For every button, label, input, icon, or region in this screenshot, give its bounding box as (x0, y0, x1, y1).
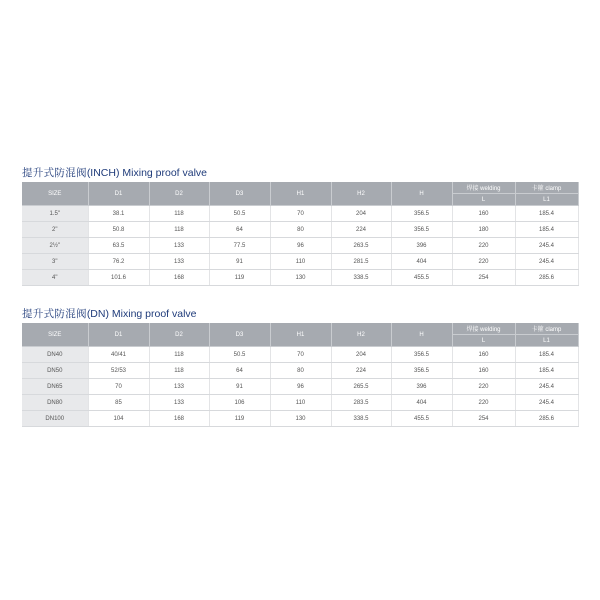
table-body-dn (22, 347, 578, 427)
cell-d1: 76.2 (88, 254, 149, 270)
inch-spec-section (22, 166, 578, 286)
cell-h1: 70 (270, 347, 331, 363)
cell-d3: 50.5 (209, 206, 270, 222)
cell-d1: 50.8 (88, 222, 149, 238)
cell-h2: 283.5 (331, 395, 391, 411)
cell-h2: 224 (331, 222, 391, 238)
cell-h1: 130 (270, 270, 331, 286)
table-row (22, 411, 578, 427)
column-group-welding: 焊接 welding (452, 323, 515, 335)
cell-d3: 91 (209, 379, 270, 395)
cell-l: 254 (452, 270, 515, 286)
column-header-size: SIZE (22, 323, 88, 347)
cell-l: 220 (452, 254, 515, 270)
cell-size: DN65 (22, 379, 88, 395)
cell-h1: 80 (270, 222, 331, 238)
cell-l1: 245.4 (515, 395, 578, 411)
cell-h1: 110 (270, 395, 331, 411)
cell-d3: 91 (209, 254, 270, 270)
title-english: Mixing proof valve (119, 167, 208, 179)
cell-l: 220 (452, 395, 515, 411)
cell-h: 356.5 (391, 347, 452, 363)
cell-l: 160 (452, 347, 515, 363)
cell-size: DN80 (22, 395, 88, 411)
column-header-d3: D3 (209, 182, 270, 206)
cell-size: 1.5" (22, 206, 88, 222)
table-row (22, 222, 578, 238)
column-group-clamp: 卡箍 clamp (515, 182, 578, 194)
cell-h1: 96 (270, 238, 331, 254)
table-row (22, 379, 578, 395)
cell-d2: 118 (149, 347, 209, 363)
cell-d2: 168 (149, 411, 209, 427)
cell-h1: 70 (270, 206, 331, 222)
column-header-size: SIZE (22, 182, 88, 206)
cell-d1: 52/53 (88, 363, 149, 379)
title-chinese: 提升式防混阀 (22, 167, 87, 179)
column-header-h1: H1 (270, 182, 331, 206)
cell-d1: 85 (88, 395, 149, 411)
column-header-l: L (452, 194, 515, 206)
cell-h: 404 (391, 395, 452, 411)
cell-h2: 338.5 (331, 270, 391, 286)
column-group-welding: 焊接 welding (452, 182, 515, 194)
cell-l1: 245.4 (515, 254, 578, 270)
cell-size: 2" (22, 222, 88, 238)
cell-d3: 119 (209, 270, 270, 286)
cell-d1: 70 (88, 379, 149, 395)
cell-h: 396 (391, 238, 452, 254)
cell-l: 180 (452, 222, 515, 238)
section-title (22, 166, 578, 182)
cell-d2: 168 (149, 270, 209, 286)
cell-l1: 245.4 (515, 379, 578, 395)
table-row (22, 270, 578, 286)
column-header-d3: D3 (209, 323, 270, 347)
cell-h: 455.5 (391, 270, 452, 286)
cell-d1: 101.6 (88, 270, 149, 286)
column-header-h1: H1 (270, 323, 331, 347)
cell-d2: 118 (149, 222, 209, 238)
column-header-h: H (391, 323, 452, 347)
cell-h: 396 (391, 379, 452, 395)
cell-h2: 204 (331, 347, 391, 363)
table-row (22, 395, 578, 411)
cell-l: 160 (452, 206, 515, 222)
cell-d3: 77.5 (209, 238, 270, 254)
column-header-h2: H2 (331, 323, 391, 347)
cell-h: 356.5 (391, 206, 452, 222)
cell-d1: 40/41 (88, 347, 149, 363)
column-header-l1: L1 (515, 335, 578, 347)
cell-h1: 110 (270, 254, 331, 270)
cell-l1: 185.4 (515, 222, 578, 238)
cell-d3: 64 (209, 363, 270, 379)
title-unit: (INCH) (86, 167, 120, 179)
cell-l1: 245.4 (515, 238, 578, 254)
cell-l1: 185.4 (515, 206, 578, 222)
cell-h: 404 (391, 254, 452, 270)
cell-h: 455.5 (391, 411, 452, 427)
cell-d2: 133 (149, 238, 209, 254)
cell-d2: 118 (149, 363, 209, 379)
cell-size: 4" (22, 270, 88, 286)
cell-d2: 133 (149, 379, 209, 395)
cell-l: 220 (452, 379, 515, 395)
cell-d3: 50.5 (209, 347, 270, 363)
cell-l1: 185.4 (515, 363, 578, 379)
table-row (22, 238, 578, 254)
column-header-d2: D2 (149, 323, 209, 347)
cell-h2: 338.5 (331, 411, 391, 427)
dn-spec-section (22, 307, 578, 427)
cell-l: 254 (452, 411, 515, 427)
cell-h: 356.5 (391, 363, 452, 379)
table-row (22, 347, 578, 363)
cell-h2: 224 (331, 363, 391, 379)
cell-size: DN40 (22, 347, 88, 363)
table-row (22, 363, 578, 379)
cell-d2: 133 (149, 395, 209, 411)
cell-size: DN50 (22, 363, 88, 379)
cell-d3: 64 (209, 222, 270, 238)
spec-table-inch (22, 182, 579, 286)
cell-l1: 185.4 (515, 347, 578, 363)
column-header-d1: D1 (88, 323, 149, 347)
cell-d3: 106 (209, 395, 270, 411)
column-header-d1: D1 (88, 182, 149, 206)
cell-h2: 263.5 (331, 238, 391, 254)
column-group-clamp: 卡箍 clamp (515, 323, 578, 335)
cell-l: 220 (452, 238, 515, 254)
cell-l1: 285.6 (515, 411, 578, 427)
title-english: Mixing proof valve (108, 308, 197, 320)
cell-d2: 118 (149, 206, 209, 222)
cell-l1: 285.6 (515, 270, 578, 286)
title-unit: (DN) (86, 308, 109, 320)
cell-d1: 104 (88, 411, 149, 427)
cell-h2: 281.5 (331, 254, 391, 270)
spec-table-dn (22, 323, 579, 427)
column-header-l1: L1 (515, 194, 578, 206)
cell-d1: 38.1 (88, 206, 149, 222)
cell-size: 3" (22, 254, 88, 270)
column-header-d2: D2 (149, 182, 209, 206)
table-body-inch (22, 206, 578, 286)
section-title (22, 307, 578, 323)
cell-h2: 265.5 (331, 379, 391, 395)
cell-d1: 63.5 (88, 238, 149, 254)
cell-h: 356.5 (391, 222, 452, 238)
cell-h2: 204 (331, 206, 391, 222)
cell-d3: 119 (209, 411, 270, 427)
table-row (22, 206, 578, 222)
title-chinese: 提升式防混阀 (22, 308, 87, 320)
cell-h1: 130 (270, 411, 331, 427)
cell-l: 160 (452, 363, 515, 379)
cell-d2: 133 (149, 254, 209, 270)
cell-size: DN100 (22, 411, 88, 427)
cell-size: 2½" (22, 238, 88, 254)
column-header-h2: H2 (331, 182, 391, 206)
cell-h1: 80 (270, 363, 331, 379)
table-row (22, 254, 578, 270)
column-header-l: L (452, 335, 515, 347)
column-header-h: H (391, 182, 452, 206)
cell-h1: 96 (270, 379, 331, 395)
